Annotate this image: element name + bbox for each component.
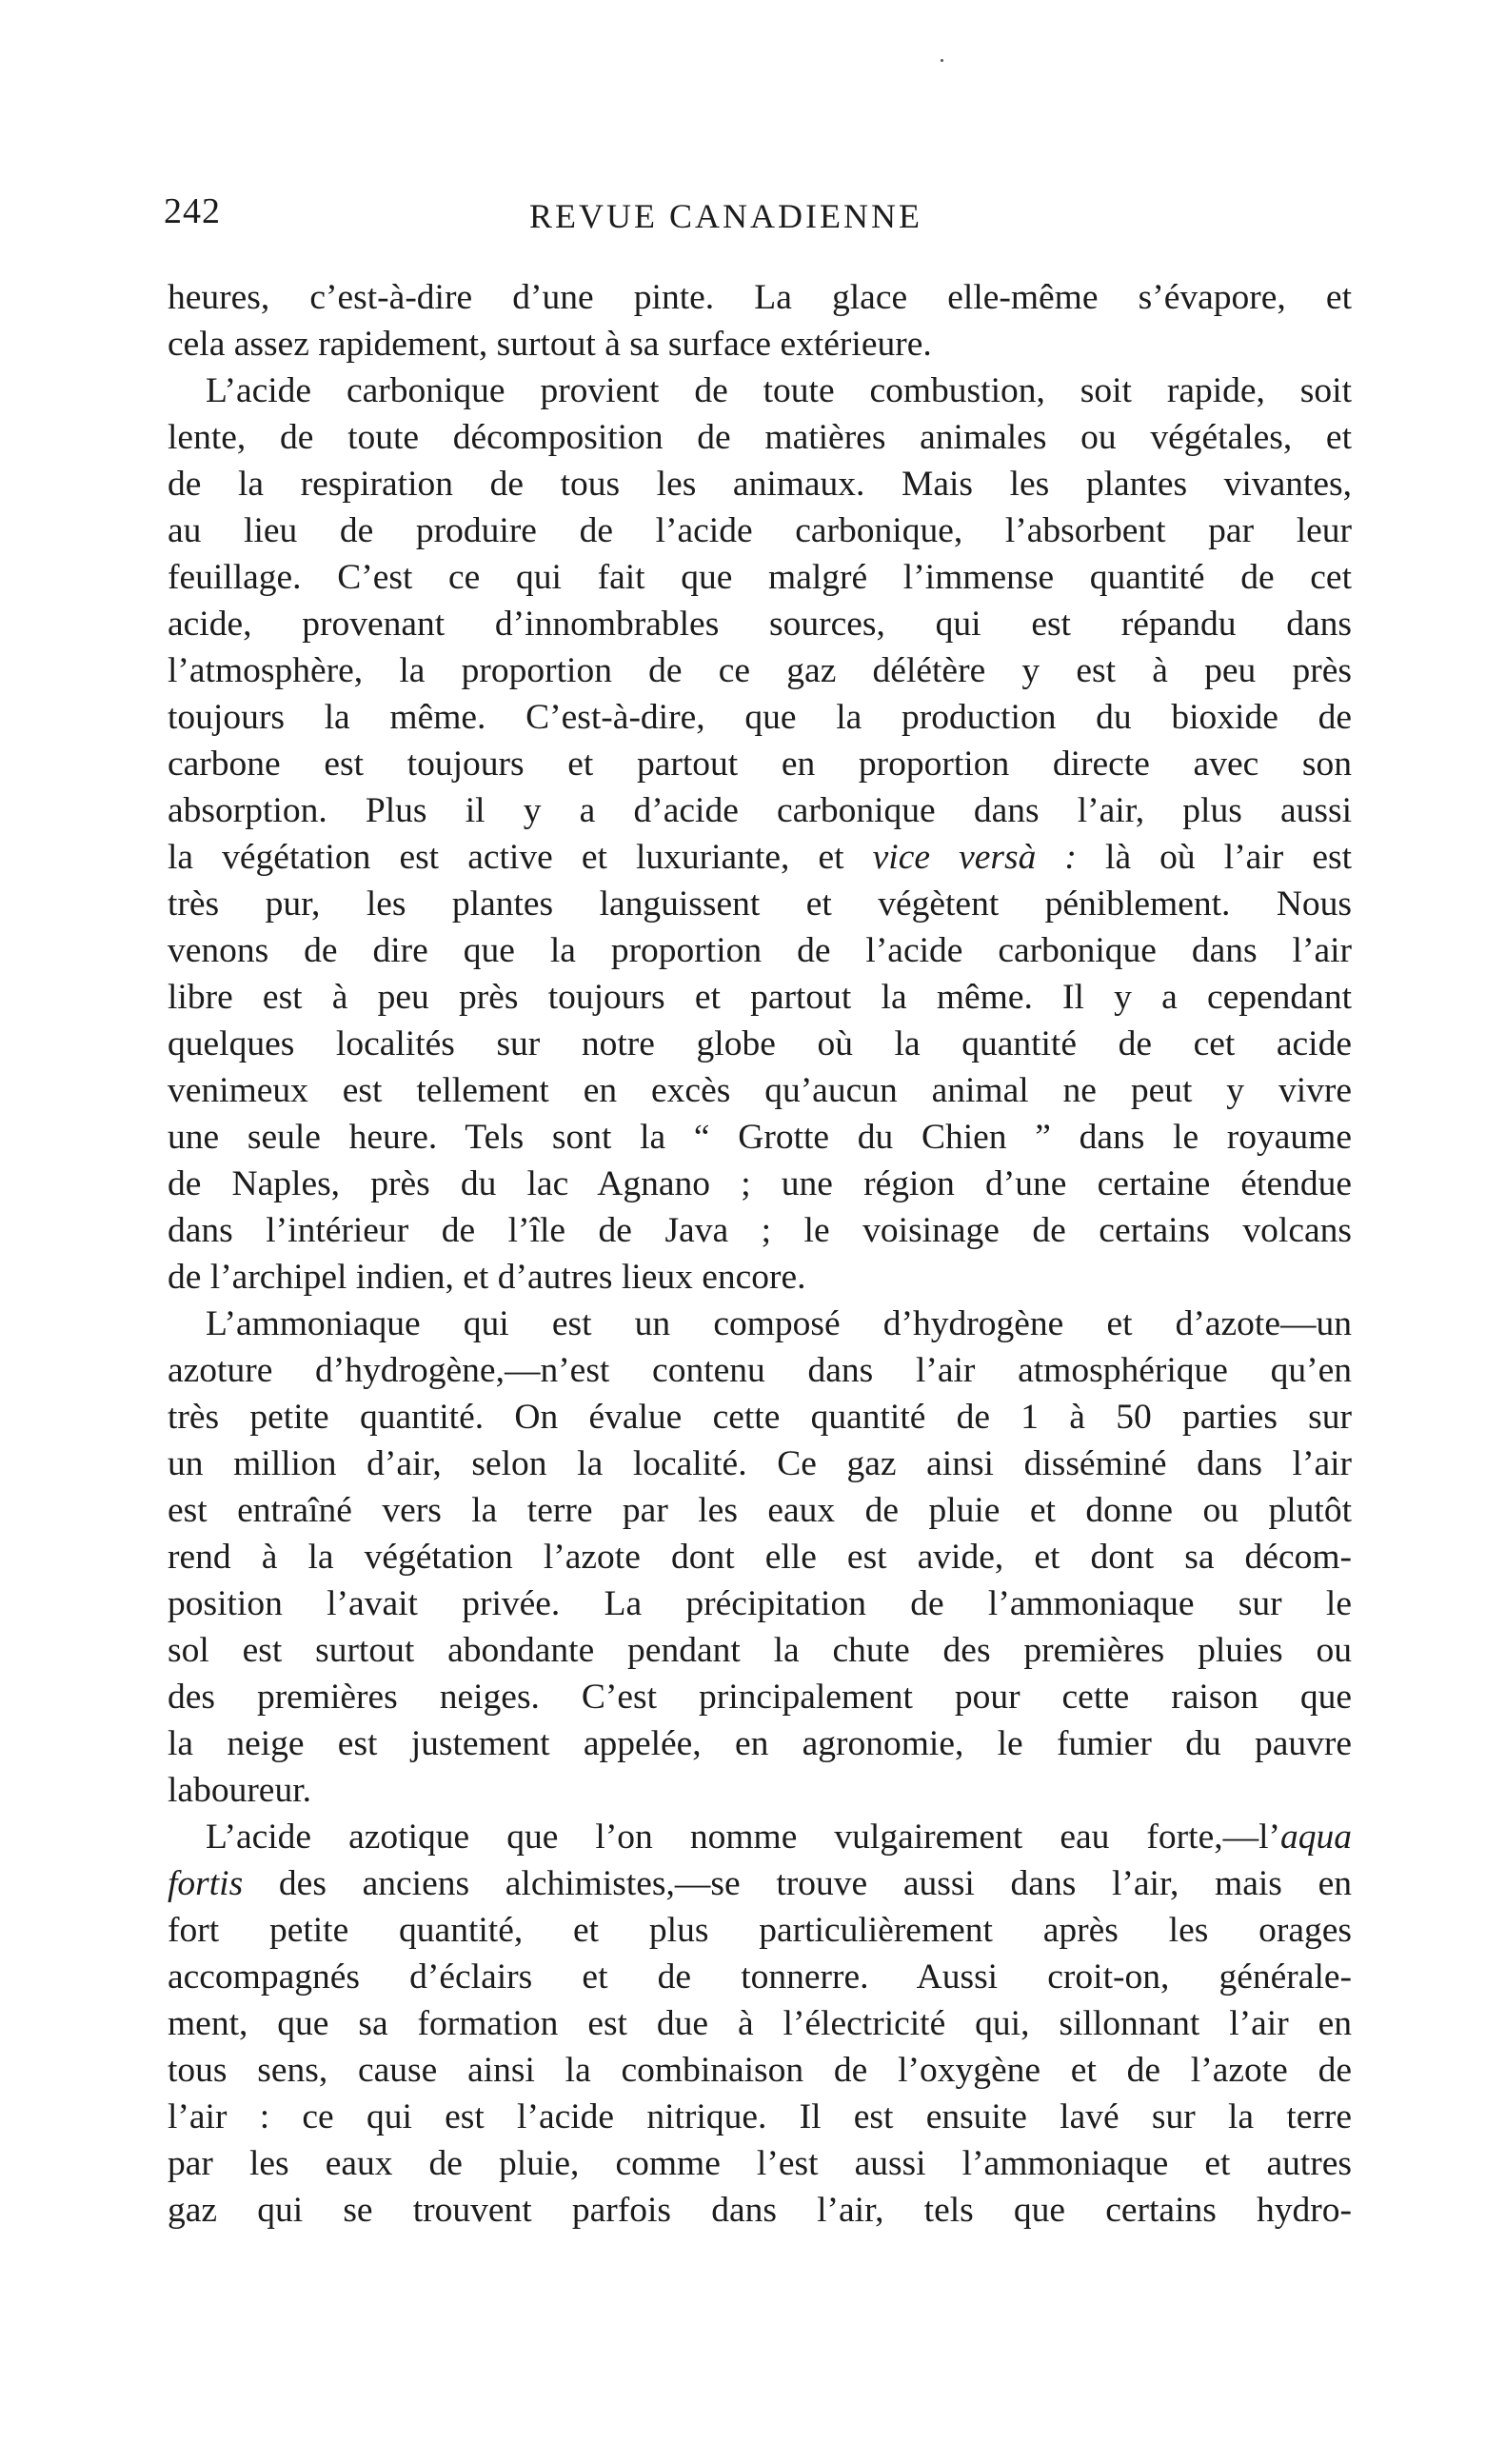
text-line: sol est surtout abondante pendant la chute des premières pluies ou <box>168 1631 1352 1670</box>
text-line: de Naples, près du lac Agnano ; une région d’une certaine étendue <box>168 1164 1352 1203</box>
text-line: venons de dire que la proportion de l’acide carbonique dans l’air <box>168 931 1352 970</box>
text-line: azoture d’hydrogène,—n’est contenu dans l’air atmosphérique qu’en <box>168 1351 1352 1390</box>
text-line: acide, provenant d’innombrables sources, qui est répandu dans <box>168 605 1352 644</box>
text-line-with-italic <box>168 834 1352 881</box>
italic-phrase: aqua <box>1280 1818 1352 1857</box>
paragraph-start-line: L’ammoniaque qui est un composé d’hydrogène et d’azote—un <box>206 1304 1352 1343</box>
text-line: très pur, les plantes languissent et végètent péniblement. Nous <box>168 884 1352 924</box>
paragraph-start-line: L’acide carbonique provient de toute combustion, soit rapide, soit <box>206 371 1352 410</box>
text-line: position l’avait privée. La précipitation de l’ammoniaque sur le <box>168 1584 1352 1623</box>
text-line: heures, c’est-à-dire d’une pinte. La glace elle-même s’évapore, et <box>168 278 1352 317</box>
text-line: de l’archipel indien, et d’autres lieux encore. <box>168 1258 806 1297</box>
line-text: des anciens alchimistes,—se trouve aussi dans l’air, mais en <box>278 1864 1352 1903</box>
text-line: est entraîné vers la terre par les eaux de pluie et donne ou plutôt <box>168 1491 1352 1530</box>
text-line: au lieu de produire de l’acide carbonique, l’absorbent par leur <box>168 511 1352 550</box>
text-line: rend à la végétation l’azote dont elle est avide, et dont sa décom- <box>168 1538 1352 1577</box>
italic-phrase: vice versà : <box>872 838 1077 877</box>
text-line: laboureur. <box>168 1771 311 1810</box>
text-line: libre est à peu près toujours et partout la même. Il y a cependant <box>168 978 1352 1017</box>
text-line: venimeux est tellement en excès qu’aucun animal ne peut y vivre <box>168 1071 1352 1110</box>
italic-phrase: fortis <box>168 1864 244 1903</box>
text-line: accompagnés d’éclairs et de tonnerre. Aussi croit-on, générale- <box>168 1957 1352 1997</box>
journal-title: REVUE CANADIENNE <box>529 197 922 235</box>
running-head <box>164 190 1352 248</box>
text-line: tous sens, cause ainsi la combinaison de l’oxygène et de l’azote de <box>168 2051 1352 2090</box>
print-speck <box>941 59 943 62</box>
text-line: la neige est justement appelée, en agronomie, le fumier du pauvre <box>168 1724 1352 1763</box>
paragraph-start-line-with-italic <box>168 1814 1352 1860</box>
text-line: une seule heure. Tels sont la “ Grotte du Chien ” dans le royaume <box>168 1118 1352 1157</box>
page-number: 242 <box>164 191 221 231</box>
text-line: l’atmosphère, la proportion de ce gaz délétère y est à peu près <box>168 651 1352 690</box>
text-line: par les eaux de pluie, comme l’est aussi l’ammoniaque et autres <box>168 2144 1352 2183</box>
text-line: feuillage. C’est ce qui fait que malgré l’immense quantité de cet <box>168 558 1352 597</box>
text-line: dans l’intérieur de l’île de Java ; le voisinage de certains volcans <box>168 1211 1352 1250</box>
text-line: cela assez rapidement, surtout à sa surface extérieure. <box>168 325 932 364</box>
text-line: des premières neiges. C’est principalement pour cette raison que <box>168 1678 1352 1717</box>
text-line: très petite quantité. On évalue cette quantité de 1 à 50 parties sur <box>168 1398 1352 1437</box>
text-line: toujours la même. C’est-à-dire, que la production du bioxide de <box>168 698 1352 737</box>
text-line: gaz qui se trouvent parfois dans l’air, tels que certains hydro- <box>168 2191 1352 2230</box>
line-text: là où l’air est <box>1076 838 1352 877</box>
text-line: l’air : ce qui est l’acide nitrique. Il est ensuite lavé sur la terre <box>168 2097 1352 2136</box>
text-line: ment, que sa formation est due à l’électricité qui, sillonnant l’air en <box>168 2004 1352 2043</box>
text-line-with-italic <box>168 1860 1352 1907</box>
line-text: la végétation est active et luxuriante, et <box>168 838 844 877</box>
text-line: un million d’air, selon la localité. Ce gaz ainsi disséminé dans l’air <box>168 1444 1352 1483</box>
text-line: lente, de toute décomposition de matières animales ou végétales, et <box>168 418 1352 457</box>
text-line: de la respiration de tous les animaux. Mais les plantes vivantes, <box>168 465 1352 504</box>
text-line: carbone est toujours et partout en proportion directe avec son <box>168 745 1352 784</box>
text-line: quelques localités sur notre globe où la quantité de cet acide <box>168 1024 1352 1063</box>
body-text <box>168 274 1352 2234</box>
text-line: absorption. Plus il y a d’acide carbonique dans l’air, plus aussi <box>168 791 1352 830</box>
text-line: fort petite quantité, et plus particulièrement après les orages <box>168 1911 1352 1950</box>
line-text: L’acide azotique que l’on nomme vulgairement eau forte,—l’ <box>206 1818 1280 1857</box>
